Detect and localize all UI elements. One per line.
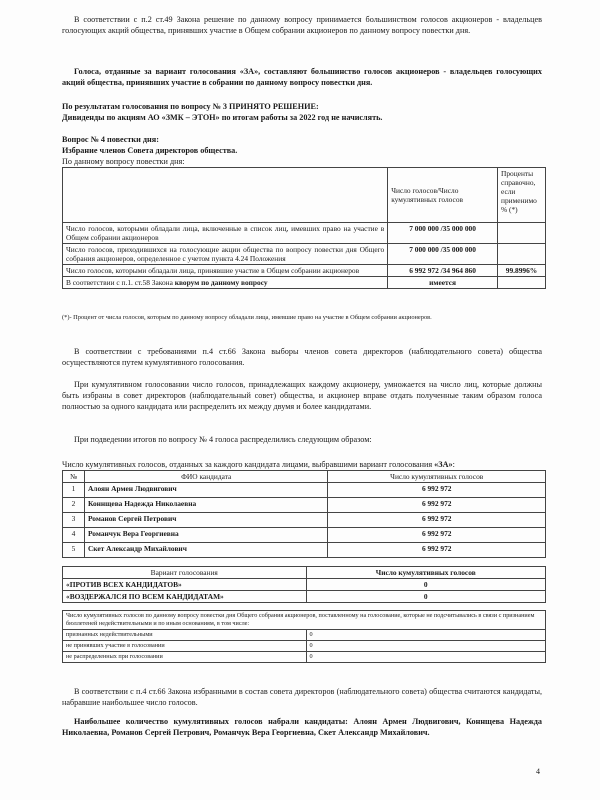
quorum-value: имеется [388,277,498,289]
candidate-num: 3 [63,513,85,528]
table-row [63,498,546,513]
candidate-name: Романов Сергей Петрович [84,513,327,528]
table-row [63,223,546,244]
header-votes: Число голосов/Число кумулятивных голосов [388,168,498,223]
candidate-num: 2 [63,498,85,513]
paragraph-za-majority: Голоса, отданные за вариант голосования «ЗА», составляют большинство голосов акционеров - владельцев голосующих акций общества, принявших участие в собрании по данному вопросу повестки дня. [62,67,542,87]
table-row [63,591,546,603]
uncounted-value: 0 [306,630,545,641]
row-value: 6 992 972 /34 964 860 [388,265,498,277]
uncounted-value: 0 [306,652,545,663]
against-abstain-table [62,566,546,603]
candidate-votes: 6 992 972 [328,498,546,513]
quorum-table [62,167,546,289]
paragraph-cumulative-requirement: В соответствии с требованиями п.4 ст.66 Закона выборы членов совета директоров (наблюдательного совета) общества осуществляются путем кумулятивного голосования. [62,347,542,367]
caption-pre: Число кумулятивных голосов, отданных за каждого кандидата лицами, выбравшими вариант голосования [62,460,435,469]
header-empty-cell [63,168,388,223]
table-row [63,528,546,543]
caption-post: : [452,460,455,469]
footnote-percent: (*)- Процент от числа голосов, которым по данному вопросу обладали лица, имевшие право на участие в Общем собрании акционеров. [62,314,432,321]
quorum-empty [498,277,546,289]
question-4-title: Вопрос № 4 повестки дня: [62,135,159,144]
quorum-label-bold: кворум по данному вопросу [174,278,268,287]
table-row [63,630,546,641]
candidates-table-header [63,471,546,483]
row-label: Число голосов, приходившихся на голосующие акции общества по вопросу повестки дня Общего собрания акционеров, определенное с учетом пункта 4.24 Положения [63,244,388,265]
row-label: Число голосов, которыми обладали лица, включенные в список лиц, имевших право на участие в Общем собрании акционеров [63,223,388,244]
candidate-name: Скет Александр Михайлович [84,543,327,558]
candidate-votes: 6 992 972 [328,528,546,543]
row-percent: 99.8996% [498,265,546,277]
paragraph-cumulative-explanation: При кумулятивном голосовании число голосов, принадлежащих каждому акционеру, умножается на число лиц, которые должны быть избраны в совет директоров (наблюдательный совет) общества, и акционер вправе отдать полученные таким образом голоса полностью за одного кандидата или распределить их между двумя и более кандидатами. [62,380,542,411]
candidate-name: Романчук Вера Георгиевна [84,528,327,543]
variant-votes: 0 [306,591,546,603]
row-value: 7 000 000 /35 000 000 [388,223,498,244]
candidate-name: Коннщева Надежда Николаевна [84,498,327,513]
decision-3-title: По результатам голосования по вопросу № 3 ПРИНЯТО РЕШЕНИЕ: [62,102,319,111]
table-row [63,513,546,528]
variant-votes: 0 [306,579,546,591]
quorum-label [63,277,388,289]
variant-label: «ПРОТИВ ВСЕХ КАНДИДАТОВ» [63,579,307,591]
table-row [63,579,546,591]
caption-bold: «ЗА» [434,460,453,469]
paragraph-majority-rule: В соответствии с п.2 ст.49 Закона решение по данному вопросу принимается большинством голосов акционеров - владельцев голосующих акций общества, принявших участие в Общем собрании акционеров по данному вопросу повестки дня. [62,15,542,35]
table-row [63,641,546,652]
candidate-num: 4 [63,528,85,543]
decision-3-text: Дивиденды по акциям АО «ЗМК – ЭТОН» по итогам работы за 2022 год не начислять. [62,113,383,122]
uncounted-label: не принявших участие в голосовании [63,641,307,652]
against-abstain-header [63,567,546,579]
header-percent: Проценты справочно, если применимо % (*) [498,168,546,223]
table-row [63,652,546,663]
page-number: 4 [536,767,540,776]
table-row [63,244,546,265]
quorum-label-pre: В соответствии с п.1. ст.58 Закона [66,278,175,287]
uncounted-value: 0 [306,641,545,652]
paragraph-results-intro: При подведении итогов по вопросу № 4 голоса распределились следующим образом: [74,435,372,444]
header-name: ФИО кандидата [84,471,327,483]
header-votes: Число кумулятивных голосов [328,471,546,483]
header-variant: Вариант голосования [63,567,307,579]
row-percent [498,244,546,265]
uncounted-votes-table [62,610,546,663]
candidate-votes: 6 992 972 [328,483,546,498]
row-label: Число голосов, которыми обладали лица, принявшие участие в Общем собрании акционеров [63,265,388,277]
table-row [63,265,546,277]
paragraph-elected-candidates: Наибольшее количество кумулятивных голосов набрали кандидаты: Алоян Армен Людвигович, Коннщева Надежда Николаевна, Романов Сергей Петрович, Романчук Вера Георгиевна, Скет Александр Михайлович. [62,717,542,737]
header-num: № [63,471,85,483]
uncounted-label: не распределенных при голосовании [63,652,307,663]
candidate-votes: 6 992 972 [328,513,546,528]
table-row [63,543,546,558]
quorum-row [63,277,546,289]
question-4-subject: Избрание членов Совета директоров общества. [62,146,238,155]
question-4-intro: По данному вопросу повестки дня: [62,157,185,166]
header-votes: Число кумулятивных голосов [306,567,546,579]
candidates-table-caption [62,459,542,470]
uncounted-header [63,611,546,630]
paragraph-elected-rule: В соответствии с п.4 ст.66 Закона избранными в состав совета директоров (наблюдательного совета) общества считаются кандидаты, набравшие наибольшее число голосов. [62,687,542,707]
candidate-name: Алоян Армен Людвигович [84,483,327,498]
candidates-table [62,470,546,558]
candidate-votes: 6 992 972 [328,543,546,558]
row-value: 7 000 000 /35 000 000 [388,244,498,265]
uncounted-header-text: Число кумулятивных голосов по данному вопросу повестки дня Общего собрания акционеров, поставленному на голосование, которые не подсчитывались в связи с признанием бюллетеней недействительными и по иным основаниям, в том числе: [63,611,546,630]
quorum-table-header [63,168,546,223]
uncounted-label: признанных недействительными [63,630,307,641]
table-row [63,483,546,498]
row-percent [498,223,546,244]
candidate-num: 5 [63,543,85,558]
candidate-num: 1 [63,483,85,498]
variant-label: «ВОЗДЕРЖАЛСЯ ПО ВСЕМ КАНДИДАТАМ» [63,591,307,603]
